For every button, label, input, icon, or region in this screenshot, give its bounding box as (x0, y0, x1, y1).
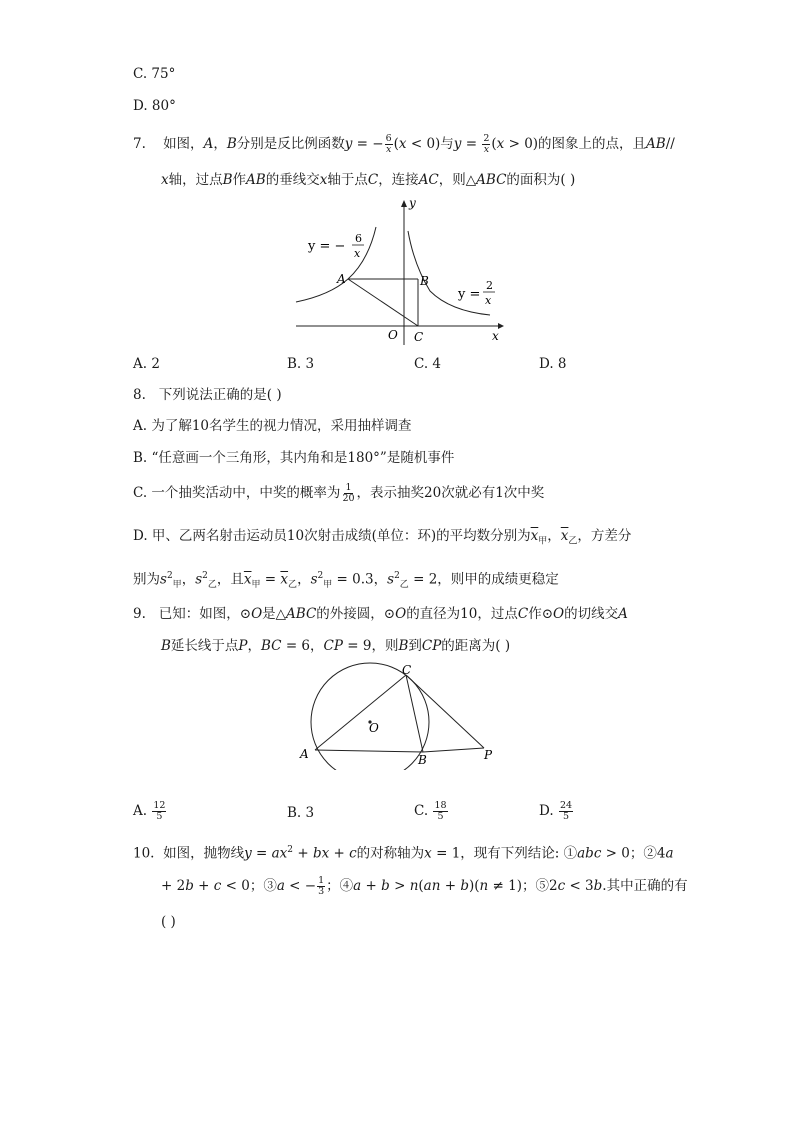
segment-bc (406, 675, 423, 752)
segment-ab (315, 750, 423, 752)
label-right-num: 2 (486, 279, 493, 292)
q7-figure (290, 195, 510, 350)
label-point-c: C (414, 330, 424, 344)
q9-option-b: B. 3 (287, 805, 315, 821)
q8-option-a: A. 为了解10名学生的视力情况，采用抽样调查 (133, 418, 412, 434)
label-right-den: x (485, 294, 492, 307)
q10-line3: ( ) (161, 914, 176, 930)
q7-option-d: D. 8 (539, 356, 567, 372)
label-point-c: C (402, 663, 412, 677)
segment-bp (423, 748, 484, 752)
q6-option-c: C. 75° (133, 66, 176, 82)
q7-option-b: B. 3 (287, 356, 315, 372)
q9-option-d: D. $\frac{24}{5}$ (539, 800, 573, 822)
q8-stem: 8. 下列说法正确的是( ) (133, 387, 282, 403)
segment-ac (315, 675, 406, 750)
y-axis-arrow (401, 200, 407, 207)
q9-option-c: C. $\frac{18}{5}$ (414, 800, 447, 822)
q9-line2: B延长线于点P，BC = 6，CP = 9，则B到CP的距离为( ) (161, 638, 511, 654)
q10-line1: 10. 如图，抛物线$y = ax^2$ + bx + c的对称轴为x = 1，现有下列结论: ①abc > 0；②4a (133, 845, 674, 862)
q6-option-d: D. 80° (133, 98, 176, 114)
q10-line2: + 2b + c < 0；③a < − $\frac{1}{3}$ ；④a + b > n(an + b)(n ≠ 1)；⑤2c < 3b.其中正确的有 (161, 875, 688, 897)
x-axis-arrow (498, 323, 504, 329)
label-point-b: B (418, 753, 427, 767)
label-left-num: 6 (355, 232, 362, 245)
label-point-b: B (420, 274, 429, 288)
label-point-a: A (337, 272, 346, 286)
q9-option-a: A. $\frac{12}{5}$ (133, 800, 166, 822)
label-point-p: P (484, 748, 493, 762)
q8-option-c: C. 一个抽奖活动中，中奖的概率为 $\frac{1}{20}$ ，表示抽奖20次就必有1次中奖 (133, 482, 545, 504)
label-left-curve: y = − (308, 239, 346, 254)
q7-option-a: A. 2 (133, 356, 160, 372)
label-x-axis: x (492, 329, 499, 343)
label-right-curve: y = (458, 287, 481, 302)
q8-option-d-line2: 别为$s^2_甲$，$s^2_乙$，且$\overline{x}_甲 = \overline{x}_乙$，$s^2_甲 = 0.3$，$s^2_乙 = 2$，则甲的成绩更稳定 (133, 571, 559, 591)
q9-line1: 9. 已知：如图，⊙O是△ABC的外接圆，⊙O的直径为10，过点C作⊙O的切线交A (133, 606, 628, 622)
circle-o (311, 663, 429, 770)
label-point-a: A (300, 747, 309, 761)
curve-right (408, 231, 490, 315)
q8-option-b: B. “任意画一个三角形，其内角和是180°”是随机事件 (133, 450, 455, 466)
q7-line1: 7. 如图，A，B分别是反比例函数y = − $\frac{6}{x}$ (x < 0)与y = $\frac{2}{x}$ (x > 0)的图象上的点，且AB// (133, 133, 675, 155)
label-left-den: x (354, 247, 361, 260)
label-y-axis: y (409, 196, 416, 210)
q9-figure (296, 660, 506, 770)
label-origin: O (388, 328, 398, 342)
segment-ac (348, 279, 418, 326)
q7-line2: x轴，过点B作AB的垂线交x轴于点C，连接AC，则△ABC的面积为( ) (161, 172, 576, 188)
label-center-o: O (369, 721, 379, 735)
q8-option-d-line1: D. 甲、乙两名射击运动员10次射击成绩(单位：环)的平均数分别为$\overline{x}_甲$，$\overline{x}_乙$，方差分 (133, 528, 632, 547)
q7-option-c: C. 4 (414, 356, 442, 372)
segment-cp (406, 675, 484, 748)
q7-number: 7. (133, 136, 146, 152)
